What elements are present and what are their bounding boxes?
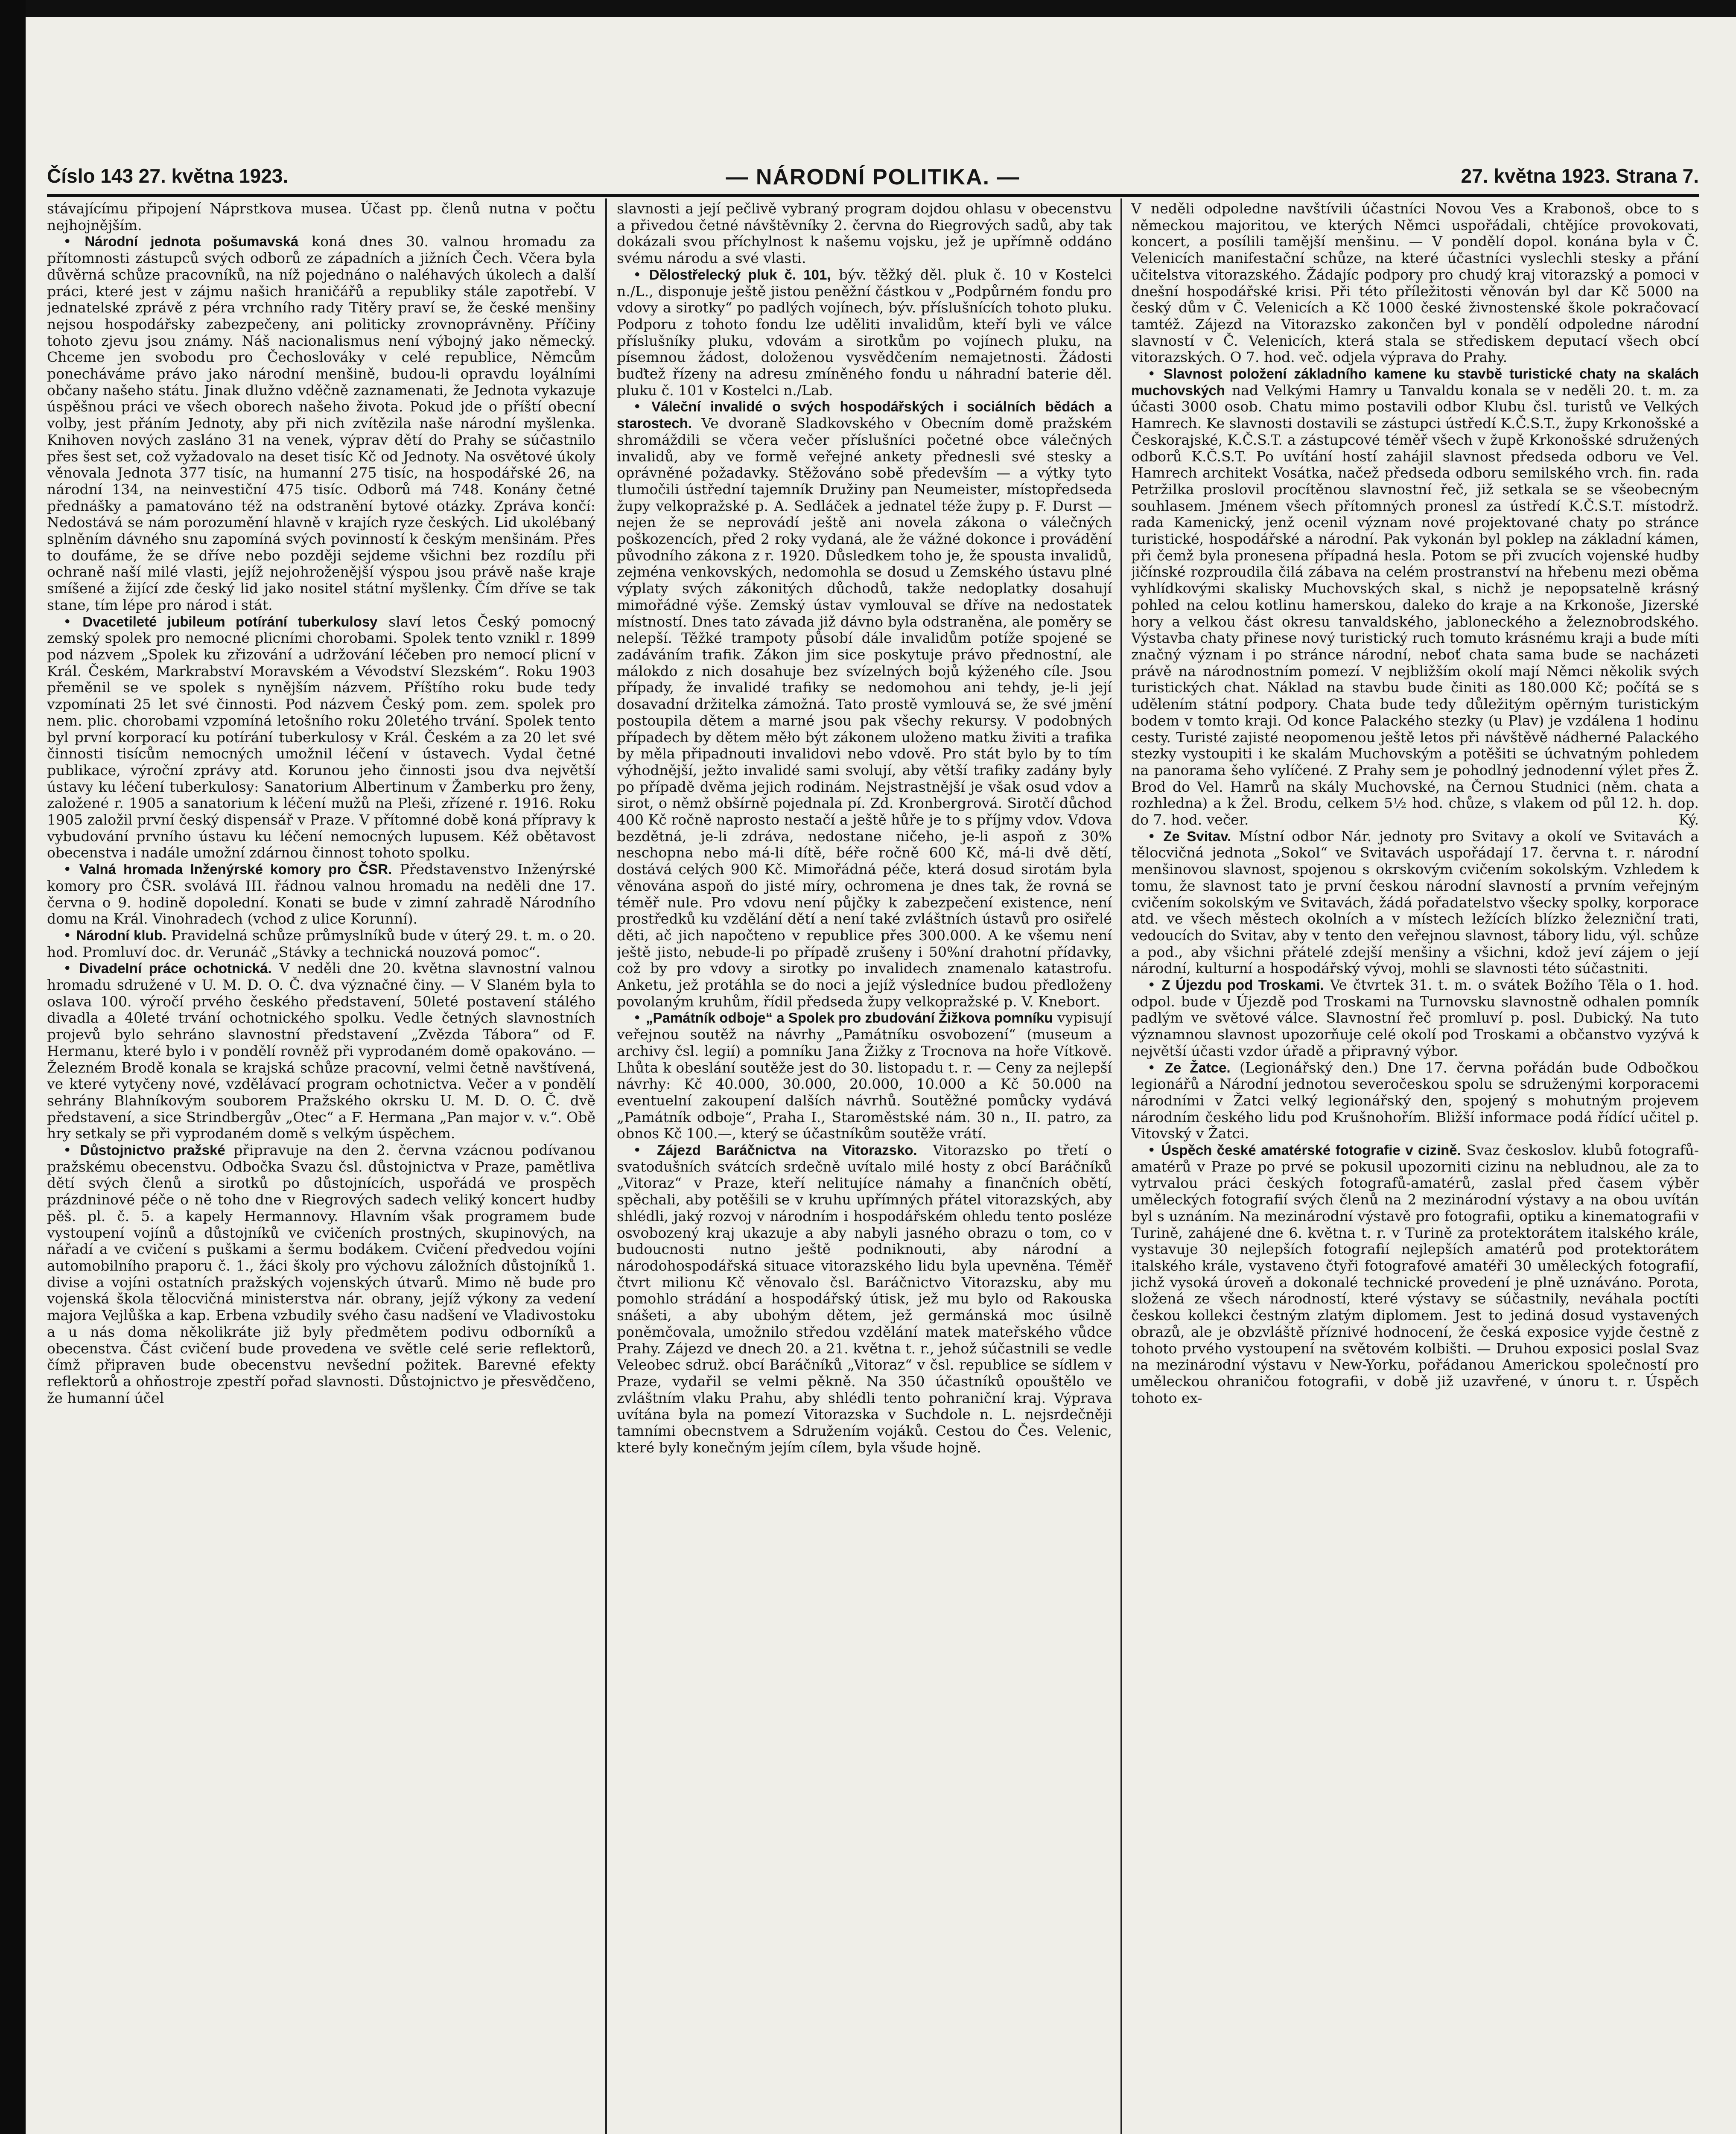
article-headline: Ze Žatce. [1164,1059,1231,1076]
article: • Slavnost položení základního kamene ku stavbě turistické chaty na skalách muchovských nad Velkými Hamry u Tanvaldu konala se v neděli 20. t. m. za účasti 3000 osob. Chatu mimo postavili odbor Klubu čsl. turistů ve Velkých Hamrech. Ke slavnosti dostavili se zástupci ústředí K.Č.S.T., župy Krkonošské a Českorajské, K.Č.S.T. a zástupcové téměř všech v župě Krkonošské sdružených odborů K.Č.S.T. Po uvítání hostí zahájil slavnost předseda odboru ve Vel. Hamrech architekt Vosátka, načež předseda odboru semilského vrch. fin. rada Petržilka proslovil procítěnou slavnostní řeč, již setkala se se všeobecným souhlasem. Jménem všech přítomných pronesl za ústředí K.Č.S.T. místodrž. rada Kamenický, jenž ocenil význam nové projektované chaty po stránce turistické, hospodářské a národní. Pak vykonán byl poklep na základní kámen, při čemž byla pronesena případná hesla. Potom se při zvucích vojenské hudby jičínské rozproudila čilá zábava na celém prostranství na hřebenu mezi oběma vyhlídkovými skalisky Muchovských skal, s nichž je nepopsatelně krásný pohled na celou kotlinu hamerskou, daleko do kraje a na Krkonoše, Jizerské hory a velkou část okresu tanvaldského, jabloneckého a železnobrodského. Výstavba chaty přinese nový turistický ruch tomuto krásnému kraji a bude míti značný význam i po stránce národní, neboť chata sama bude se nacházeti právě na národnostním pomezí. V nejbližším okolí mají Němci několik svých turistických chat. Náklad na stavbu bude činiti as 180.000 Kč; počítá se s udělením státní podpory. Chata bude tedy důležitým opěrným turistickým bodem v tomto kraji. Od konce Palackého stezky (u Plav) je vzdálena 1 hodinu cesty. Turisté zajisté neopomenou ještě letos při návštěvě nádherné Palackého stezky vystoupiti i ke skalám Muchovským a potěšiti se úchvatným pohledem na panorama šeho vylíčené. Z Prahy sem je pohodlný jednodenní výlet přes Ž. Brod do Vel. Hamrů na skály Muchovské, na Černou Studnici (něm. chata a rozhledna) a k Žel. Brodu, celkem 5½ hod. chůze, s vlakem od půl 12. h. dop. do 7. hod. večer. Ký. [1131,365,1699,828]
article-body: Pravidelná schůze průmyslníků bude v úterý 29. t. m. o 20. hod. Promluví doc. dr. Verunáč „Stávky a technická nouzová pomoc“. [47,927,595,960]
article: • Ze Žatce. (Legionářský den.) Dne 17. června pořádán bude Odbočkou legionářů a Národní jednotou severočeskou spolu se sdruženými korporacemi národními v Žatci velký legionářský den, spojený s mohutným projevem národním českého lidu pod Krušnohořím. Bližší informace podá řídící učitel p. Vitovský v Žatci. [1131,1059,1699,1142]
column-divider [605,198,607,2134]
article-body: býv. těžký děl. pluk č. 10 v Kostelci n./L., disponuje ještě jistou peněžní částkou v „Podpůrném fondu pro vdovy a sirotky“ po padlých vojínech, býv. příslušnících tohoto pluku. Podporu z tohoto fondu lze uděliti invalidům, kteří byli ve válce příslušníky pluku, vdovám a sirotkům po vojínech pluku, na písemnou žádost, doloženou vysvědčením nemajetnosti. Žádosti buďtež řízeny na adresu zmíněného fondu u náhradní baterie děl. pluku č. 101 v Kostelci n./Lab. [617,266,1112,399]
article-headline: Národní klub. [76,927,167,943]
page-header [47,164,1699,194]
article: • Dvacetileté jubileum potírání tuberkulosy slaví letos Český pomocný zemský spolek pro nemocné plicními chorobami. Spolek tento vznikl r. 1899 pod názvem „Spolek ku zřizování a udržování léčeben pro nemocí plicní v Král. Českém, Markrabství Moravském a Vévodství Slezském“. Roku 1903 přeměnil se ve spolek s nynějším názvem. Příštího roku bude tedy vzpomínati 25 let své činnosti. Pod názvem Český pom. zem. spolek pro nem. plic. chorobami vzpomíná letošního roku 20letého trvání. Spolek tento byl první korporací ku potírání tuberkulosy v Král. Českém a za 20 let své činnosti tisícům nemocných umožnil léčení v ústavech. Vydal četné publikace, výroční zprávy atd. Korunou jeho činnosti jsou dva největší ústavy ku léčení tuberkulosy: Sanatorium Albertinum v Žamberku pro ženy, založené r. 1905 a sanatorium k léčení mužů na Pleši, zřízené r. 1916. Roku 1905 založil první český dispensář v Praze. V přítomné době koná přípravy k vybudování prvního ústavu ku léčení nemocných lupusem. Kéž obětavost obecenstva i nadále umožní zdárnou činnost tohoto spolku. [47,613,595,861]
article-headline: Slavnost položení základního kamene ku stavbě turistické chaty na skalách muchovských [1131,366,1699,398]
article: • Národní klub. Pravidelná schůze průmyslníků bude v úterý 29. t. m. o 20. hod. Promluví doc. dr. Verunáč „Stávky a technická nouzová pomoc“. [47,927,595,960]
author-signature: Ký. [1678,811,1699,828]
article-headline: Úspěch české amatérské fotografie v cizině. [1161,1142,1461,1158]
column-divider [1120,198,1122,2134]
column-2 [617,201,1112,2134]
scan-top-border [0,0,1736,17]
masthead-title: — NÁRODNÍ POLITIKA. — [726,165,1020,189]
article-body: Ve dvoraně Sladkovského v Obecním domě pražském shromáždili se včera večer příslušníci početné obce válečných invalidů, aby ve formě veřejné ankety přednesli své stesky a oprávněné požadavky. Stěžováno sobě především — a výtky tyto tlumočili ústřední tajemník Družiny pan Neumeister, místopředseda župy velkopražské p. A. Sedláček a jednatel téže župy p. F. Durst — nejen že se neprovádí ještě ani novela zákona o válečných poškozencích, před 2 roky vydaná, ale že vážné dokonce i provádění původního zákona z r. 1920. Důsledkem toho je, že spousta invalidů, zejména venkovských, nedomohla se dosud u Zemského ústavu plné výplaty svých zákonitých důchodů, takže nedoplatky dosahují mimořádné výše. Zemský ústav vymlouval se dříve na nedostatek místností. Dnes tato závada již dávno byla odstraněna, ale poměry se nelepší. Těžké trampoty působí dále invalidům potíže spojené se zadáváním trafik. Zákon jim sice poskytuje právo přednostní, ale málokdo z nich dosahuje bez svízelných bojů kýženého cíle. Jsou případy, že invalidé trafiky se nedomohou ani tehdy, je-li její dosavadní držitelka zámožná. Tato prostě vymlouvá se, že své jmění postoupila dětem a marné jsou pak všechy rekursy. V podobných případech by dětem měło být zákonem uloženo matku živiti a trafika by měla připadnouti invalidovi nebo vdově. Pro stát bylo by to tím výhodnější, ježto invalidé sami svolují, aby větší trafiky zadány byly po případě dvěma jejich rodinám. Nejstrastnější je však osud vdov a sirot, o němž obšírně pojednala pí. Zd. Kronbergrová. Sirotčí důchod 400 Kč ročně naprosto nestačí a ještě hůře je to s příjmy vdov. Vdova bezdětná, je-li zdráva, nedostane ničeho, je-li aspoň z 30% neschopna nebo má-li dítě, béře ročně 600 Kč, má-li dvě dětí, dostává celých 900 Kč. Mimořádná péče, která dosud sirotám byla věnována aspoň do jisté míry, ochromena je dnes tak, že rovná se téměř nule. Pro vdovu není půjčky k zabezpečení existence, není prostředků ku vzdělání dětí a není také zvláštních ústavů pro osiřelé děti, ač jich napočteno v republice přes 300.000. A ke všemu není ještě jisto, nebude-li po případě zrušeny i 50%ní drahotní přídavky, což by pro vdovy a sirotky po invalidech znamenalo katastrofu. Anketu, jež protáhla se do noci a jejíž výsledníce budou předloženy povolaným kruhům, řídil předseda župy velkopražské p. V. Knebort. [617,415,1112,1010]
article-body: V neděli dne 20. května slavnostní valnou hromadu sdružené v U. M. D. O. Č. dva význačné činy. — V Slaném byla to oslava 100. výročí prvého českého představení, 50leté postavení stálého divadla a 40leté trvání ochotnického spolku. Vedle četných slavnostních projevů bylo sehráno slavnostní představení „Zvězda Tábora“ od F. Hermanu, které bylo i v pondělí rovněž při vyprodaném domě opakováno. — Železném Brodě konala se krajská schůze pracovní, velmi četně navštívená, ve které vytyčeny nové, vzdělávací program ochotnictva. Večer a v pondělí sehrány Blahníkovým souborem Pražského okrsku U. M. D. O. Č. dvě představení, a sice Strindbergův „Otec“ a F. Hermana „Pan major v. v.“. Obě hry setkaly se při vyprodaném domě s velkým úspěchem. [47,960,595,1142]
article-headline: Národní jednota pošumavská [85,233,299,250]
article-headline: Váleční invalidé o svých hospodářských i sociálních bědách a starostech. [617,399,1112,431]
column-1 [47,201,595,2134]
article: • Národní jednota pošumavská koná dnes 30. valnou hromadu za přítomnosti zástupců svých odborů ze západních a jižních Čech. Včera byla důvěrná schůze pracovníků, na níž pojednáno o naléhavých úkolech a další práci, které jest v zájmu našich hraničářů a republiky stále zapotřebí. V jednatelské zprávě z péra vrchního rady Titěry praví se, že české menšiny nejsou hospodářsky zabezpečeny, ani politicky zrovnoprávněny. Příčiny tohoto zjevu jsou známy. Náš nacionalismus není výbojný jako německý. Chceme jen svobodu pro Čechoslováky v celé republice, Němcům ponecháváme právo jako národní menšině, budou-li opravdu loyálními občany našeho státu. Jinak dlužno vděčně zaznamenati, že Jednota vykazuje úspěšnou práci ve všech oborech našeho života. Pokud jde o příští obecní volby, jest přáním Jednoty, aby při nich zvítězila naše národní myšlenka. Knihoven nových zasláno 31 na venek, výprav dětí do Prahy se súčastnilo přes šest set, což vyžadovalo na deset tisíc Kč od Jednoty. Na osvětové úkoly věnovala Jednota 377 tisíc, na humanní 275 tisíc, na hospodářské 26, na národní 134, na neinvestiční 475 tisíc. Odborů má 748. Konány četné přednášky a pamatováno též na odstranění bytové otázky. Zpráva končí: Nedostává se nám porozumění hlavně v krajích ryze českých. Lid ukolébaný splněním dávného snu zapomíná svých povinností k českým menšinám. Přes to doufáme, že se dříve nebo později sejdeme všichni bez rozdílu při ochraně naší milé vlasti, jejíž nejohroženější výspou jsou právě naše kraje smíšené a žijící zde český lid jako nositel státní myšlenky. Čím dříve se tak stane, tím lépe pro národ i stát. [47,233,595,613]
article: • Valná hromada Inženýrské komory pro ČSR. Představenstvo Inženýrské komory pro ČSR. svolává III. řádnou valnou hromadu na neděli dne 17. června o 9. hodině dopolední. Konati se bude v zimní zahradě Národního domu na Král. Vinohradech (vchod z ulice Korunní). [47,861,595,927]
article-headline: Důstojnictvo pražské [79,1142,225,1158]
scan-left-border [0,0,26,2134]
article: • Důstojnictvo pražské připravuje na den 2. června vzácnou podívanou pražskému obecenstvu. Odbočka Svazu čsl. důstojnictva v Praze, pamětliva dětí svých členů a sirotků po důstojnících, uspořádá ve prospěch prázdninové péče o ně toho dne v Riegrových sadech veliký koncert hudby pěš. pl. č. 5. a kapely Hermannovy. Hlavním však programem bude vystoupení vojínů a důstojníků ve cvičeních prostných, skupinových, na nářadí a ve cvičení s puškami a šermu bodákem. Cvičení předvedou vojíni automobilního praporu č. 1., žáci školy pro výchovu záložních důstojníků 1. divise a vojíni ostatních pražských vojenských útvarů. Mimo ně bude pro vojenská škola tělocvičná ministerstva nár. obrany, jejíž výkony za vedení majora Vejlůška a kap. Erbena vzbudily svého času nadšení ve Vladivostoku a u nás doma několikráte již byly předmětem podivu odborníků a obecenstva. Část cvičení bude provedena ve světle celé serie reflektorů, čímž připraven bude obecenstvu nevšední požitek. Barevné efekty reflektorů a ohňostroje zpestří pořad slavnosti. Důstojnictvo je přesvědčeno, že humanní účel [47,1142,595,1406]
article-headline: Valná hromada Inženýrské komory pro ČSR. [79,861,392,878]
article-body: vypisují veřejnou soutěž na návrhy „Památníku osvobození“ (museum a archivy čsl. legií) a pomníku Jana Žižky z Trocnova na hoře Vítkově. Lhůta k obeslání soutěže jest do 30. listopadu t. r. — Ceny za nejlepší návrhy: Kč 40.000, 30.000, 20.000, 10.000 a Kč 50.000 na eventuelní zakoupení dalších návrhů. Soutěžné pomůcky vydává „Památník odboje“, Praha I., Staroměstské nám. 30 n., II. patro, za obnos Kč 100.—, který se účastníkům soutěže vrátí. [617,1009,1112,1142]
header-issue-date: Číslo 143 27. května 1923. [47,165,289,187]
article-headline: „Památník odboje“ a Spolek pro zbudování Žižkova pomníku [645,1010,1053,1026]
header-page-number: 27. května 1923. Strana 7. [1461,165,1699,187]
article-headline: Z Újezdu pod Troskami. [1161,977,1324,993]
article-continuation: V neděli odpoledne navštívili účastníci Novou Ves a Krabonoš, obce to s německou majoritou, ve kterých Němci uspořádali, chtějíce provokovati, koncert, a posílili tamější menšinu. — V pondělí dopol. konána byla v Č. Velenicích manifestační schůze, na které účastníci vyslechli stesky a přání učitelstva vitorazského. Žádajíc podpory pro chudý kraj vitorazský a pomoci v dnešní hospodářské krisi. Při této příležitosti věnován byl dar Kč 5000 na český dům v Č. Velenicích a Kč 1000 české živnostenské škole pokračovací tamtéž. Zájezd na Vitorazsko zakončen byl v pondělí odpoledne národní slavností v Č. Velenicích, která stala se střediskem deputací všech obcí vitorazských. O 7. hod. več. odjela výprava do Prahy. [1131,201,1699,366]
article: • Ze Svitav. Místní odbor Nár. jednoty pro Svitavy a okolí ve Svitavách a tělocvičná jednota „Sokol“ ve Svitavách uspořádají 17. června t. r. národní menšinovou slavnost, spojenou s okrskovým cvičením sokolským. Vzhledem k tomu, že slavnost tato je první českou národní slavností a prvním veřejným cvičením sokolským ve Svitavách, žádá pořadatelstvo všecky spolky, korporace atd. ve všech městech okolních a v místech ležících blízko železniční trati, vedoucích do Svitav, aby v tento den veřejnou slavnost, tábory lidu, výl. schůze a pod., aby všichni přátelé zdejší menšiny a všichni, kdož jeví zájem o její národní, kulturní a hospodářský vývoj, mohli se slavnosti této súčastniti. [1131,828,1699,977]
article-continuation: stávajícímu připojení Náprstkova musea. Účast pp. členů nutna v počtu nejhojnějším. [47,201,595,233]
article-body: (Legionářský den.) Dne 17. června pořádán bude Odbočkou legionářů a Národní jednotou severočeskou spolu se sdruženými korporacemi národními v Žatci velký legionářský den, spojený s mohutným projevem národním českého lidu pod Krušnohořím. Bližší informace podá řídící učitel p. Vitovský v Žatci. [1131,1059,1699,1142]
article-body: připravuje na den 2. června vzácnou podívanou pražskému obecenstvu. Odbočka Svazu čsl. důstojnictva v Praze, pamětliva dětí svých členů a sirotků po důstojnících, uspořádá ve prospěch prázdninové péče o ně toho dne v Riegrových sadech veliký koncert hudby pěš. pl. č. 5. a kapely Hermannovy. Hlavním však programem bude vystoupení vojínů a důstojníků ve cvičeních prostných, skupinových, na nářadí a ve cvičení s puškami a šermu bodákem. Cvičení předvedou vojíni automobilního praporu č. 1., žáci školy pro výchovu záložních důstojníků 1. divise a vojíni ostatních pražských vojenských útvarů. Mimo ně bude pro vojenská škola tělocvičná ministerstva nár. obrany, jejíž výkony za vedení majora Vejlůška a kap. Erbena vzbudily svého času nadšení ve Vladivostoku a u nás doma několikráte již byly předmětem podivu odborníků a obecenstva. Část cvičení bude provedena ve světle celé serie reflektorů, čímž připraven bude obecenstvu nevšední požitek. Barevné efekty reflektorů a ohňostroje zpestří pořad slavnosti. Důstojnictvo je přesvědčeno, že humanní účel [47,1142,595,1406]
article-body: Představenstvo Inženýrské komory pro ČSR. svolává III. řádnou valnou hromadu na neděli dne 17. června o 9. hodině dopolední. Konati se bude v zimní zahradě Národního domu na Král. Vinohradech (vchod z ulice Korunní). [47,861,595,927]
article: • Z Újezdu pod Troskami. Ve čtvrtek 31. t. m. o svátek Božího Těla o 1. hod. odpol. bude v Újezdě pod Troskami na Turnovsku slavnostně odhalen pomník padlým ve světové válce. Slavnostní řeč promluví p. posl. Dubický. Na tuto významnou slavnost upozorňuje celé okolí pod Troskami a občanstvo vyzývá k největší účasti vzdor úřadě a připravný výbor. [1131,977,1699,1059]
article-body: Vitorazsko po třetí o svatodušních svátcích srdečně uvítalo milé hosty z obcí Baráčníků „Vitoraz“ v Praze, kteří nelitujíce námahy a finančních obětí, spěchali, aby potěšili se v kruhu upřímných přátel vitorazských, aby shlédli, jaký rozvoj v národním i hospodářském ohledu tento posléze osvobozený kraj ukazuje a aby nabyli jasného obrazu o tom, co v budoucnosti nutno ještě podniknouti, aby národní a národohospodářská situace vitorazského lidu byla upevněna. Téměř čtvrt milionu Kč věnovalo čsl. Baráčnictvo Vitorazsku, aby mu pomohlo strádání a hospodářský útisk, jež mu bylo od Rakouska snášeti, a aby ubohým dětem, jež germánská moc úsilně poněmčovala, umožnilo středou vzdělání matek mateřského vůdce Prahy. Zájezd ve dnech 20. a 21. května t. r., jehož súčastnili se vedle Veleobec sdruž. obcí Baráčníků „Vitoraz“ v čsl. republice se sídlem v Praze, vydařil se velmi pěkně. Na 350 účastníků opouštělo ve zvláštním vlaku Prahu, aby shlédli tento pohraniční kraj. Výprava uvítána byla na pomezí Vitorazska v Suchdole n. L. nejsrdečněji tamními obecnstvem a Sdružením vojáků. Cestou do Čes. Velenic, které byly konečným jejím cílem, byla všude hojně. [617,1142,1112,1456]
article-headline: Dělostřelecký pluk č. 101, [649,266,831,283]
article: • Zájezd Baráčnictva na Vitorazsko. Vitorazsko po třetí o svatodušních svátcích srdečně uvítalo milé hosty z obcí Baráčníků „Vitoraz“ v Praze, kteří nelitujíce námahy a finančních obětí, spěchali, aby potěšili se v kruhu upřímných přátel vitorazských, aby shlédli, jaký rozvoj v národním i hospodářském ohledu tento posléze osvobozený kraj ukazuje a aby nabyli jasného obrazu o tom, co v budoucnosti nutno ještě podniknouti, aby národní a národohospodářská situace vitorazského lidu byla upevněna. Téměř čtvrt milionu Kč věnovalo čsl. Baráčnictvo Vitorazsku, aby mu pomohlo strádání a hospodářský útisk, jež mu bylo od Rakouska snášeti, a aby ubohým dětem, jež germánská moc úsilně poněmčovala, umožnilo středou vzdělání matek mateřského vůdce Prahy. Zájezd ve dnech 20. a 21. května t. r., jehož súčastnili se vedle Veleobec sdruž. obcí Baráčníků „Vitoraz“ v čsl. republice se sídlem v Praze, vydařil se velmi pěkně. Na 350 účastníků opouštělo ve zvláštním vlaku Prahu, aby shlédli tento pohraniční kraj. Výprava uvítána byla na pomezí Vitorazska v Suchdole n. L. nejsrdečněji tamními obecnstvem a Sdružením vojáků. Cestou do Čes. Velenic, které byly konečným jejím cílem, byla všude hojně. [617,1142,1112,1456]
article: • Divadelní práce ochotnická. V neděli dne 20. května slavnostní valnou hromadu sdružené v U. M. D. O. Č. dva význačné činy. — V Slaném byla to oslava 100. výročí prvého českého představení, 50leté postavení stálého divadla a 40leté trvání ochotnického spolku. Vedle četných slavnostních projevů bylo sehráno slavnostní představení „Zvězda Tábora“ od F. Hermanu, které bylo i v pondělí rovněž při vyprodaném domě opakováno. — Železném Brodě konala se krajská schůze pracovní, velmi četně navštívená, ve které vytyčeny nové, vzdělávací program ochotnictva. Večer a v pondělí sehrány Blahníkovým souborem Pražského okrsku U. M. D. O. Č. dvě představení, a sice Strindbergův „Otec“ a F. Hermana „Pan major v. v.“. Obě hry setkaly se při vyprodaném domě s velkým úspěchem. [47,960,595,1142]
article: • Dělostřelecký pluk č. 101, býv. těžký děl. pluk č. 10 v Kostelci n./L., disponuje ještě jistou peněžní částkou v „Podpůrném fondu pro vdovy a sirotky“ po padlých vojínech, býv. příslušnících tohoto pluku. Podporu z tohoto fondu lze uděliti invalidům, kteří byli ve válce příslušníky pluku, vdovám a sirotkům po vojínech pluku, na písemnou žádost, doloženou vysvědčením nemajetnosti. Žádosti buďtež řízeny na adresu zmíněného fondu u náhradní baterie děl. pluku č. 101 v Kostelci n./Lab. [617,266,1112,399]
article-headline: Divadelní práce ochotnická. [79,960,272,977]
article-body: Ve čtvrtek 31. t. m. o svátek Božího Těla o 1. hod. odpol. bude v Újezdě pod Troskami na Turnovsku slavnostně odhalen pomník padlým ve světové válce. Slavnostní řeč promluví p. posl. Dubický. Na tuto významnou slavnost upozorňuje celé okolí pod Troskami a občanstvo vyzývá k největší účasti vzdor úřadě a připravný výbor. [1131,977,1699,1059]
article-headline: Ze Svitav. [1163,828,1231,844]
article-body: koná dnes 30. valnou hromadu za přítomnosti zástupců svých odborů ze západních a jižních Čech. Včera byla důvěrná schůze pracovníků, na níž pojednáno o naléhavých úkolech a další práci, které jest v zájmu našich hraničářů a republiky stále zapotřebí. V jednatelské zprávě z péra vrchního rady Titěry praví se, že české menšiny nejsou hospodářsky zabezpečeny, ani politicky zrovnoprávněny. Příčiny tohoto zjevu jsou známy. Náš nacionalismus není výbojný jako německý. Chceme jen svobodu pro Čechoslováky v celé republice, Němcům ponecháváme právo jako národní menšině, budou-li opravdu loyálními občany našeho státu. Jinak dlužno vděčně zaznamenati, že Jednota vykazuje úspěšnou práci ve všech oborech našeho života. Pokud jde o příští obecní volby, jest přáním Jednoty, aby při nich zvítězila naše národní myšlenka. Knihoven nových zasláno 31 na venek, výprav dětí do Prahy se súčastnilo přes šest set, což vyžadovalo na deset tisíc Kč od Jednoty. Na osvětové úkoly věnovala Jednota 377 tisíc, na humanní 275 tisíc, na hospodářské 26, na národní 134, na neinvestiční 475 tisíc. Odborů má 748. Konány četné přednášky a pamatováno též na odstranění bytové otázky. Zpráva končí: Nedostává se nám porozumění hlavně v krajích ryze českých. Lid ukolébaný splněním dávného snu zapomíná svých povinností k českým menšinám. Přes to doufáme, že se dříve nebo později sejdeme všichni bez rozdílu při ochraně naší milé vlasti, jejíž nejohroženější výspou jsou právě naše kraje smíšené a žijící zde český lid jako nositel státní myšlenky. Čím dříve se tak stane, tím lépe pro národ i stát. [47,233,595,613]
column-3 [1131,201,1699,2134]
article: • „Památník odboje“ a Spolek pro zbudování Žižkova pomníku vypisují veřejnou soutěž na návrhy „Památníku osvobození“ (museum a archivy čsl. legií) a pomníku Jana Žižky z Trocnova na hoře Vítkově. Lhůta k obeslání soutěže jest do 30. listopadu t. r. — Ceny za nejlepší návrhy: Kč 40.000, 30.000, 20.000, 10.000 a Kč 50.000 na eventuelní zakoupení dalších návrhů. Soutěžné pomůcky vydává „Památník odboje“, Praha I., Staroměstské nám. 30 n., II. patro, za obnos Kč 100.—, který se účastníkům soutěže vrátí. [617,1009,1112,1142]
article-body: Místní odbor Nár. jednoty pro Svitavy a okolí ve Svitavách a tělocvičná jednota „Sokol“ ve Svitavách uspořádají 17. června t. r. národní menšinovou slavnost, spojenou s okrskovým cvičením sokolským. Vzhledem k tomu, že slavnost tato je první českou národní slavností a prvním veřejným cvičením sokolským ve Svitavách, žádá pořadatelstvo všecky spolky, korporace atd. ve všech městech okolních a v místech ležících blízko železniční trati, vedoucích do Svitav, aby v tento den veřejnou slavnost, tábory lidu, výl. schůze a pod., aby všichni přátelé zdejší menšiny a všichni, kdož jeví zájem o její národní, kulturní a hospodářský vývoj, mohli se slavnosti této súčastniti. [1131,828,1699,977]
article-body: nad Velkými Hamry u Tanvaldu konala se v neděli 20. t. m. za účasti 3000 osob. Chatu mimo postavili odbor Klubu čsl. turistů ve Velkých Hamrech. Ke slavnosti dostavili se zástupci ústředí K.Č.S.T., župy Krkonošské a Českorajské, K.Č.S.T. a zástupcové téměř všech v župě Krkonošské sdružených odborů K.Č.S.T. Po uvítání hostí zahájil slavnost předseda odboru ve Vel. Hamrech architekt Vosátka, načež předseda odboru semilského vrch. fin. rada Petržilka proslovil procítěnou slavnostní řeč, již setkala se se všeobecným souhlasem. Jménem všech přítomných pronesl za ústředí K.Č.S.T. místodrž. rada Kamenický, jenž ocenil význam nové projektované chaty po stránce turistické, hospodářské a národní. Pak vykonán byl poklep na základní kámen, při čemž byla pronesena případná hesla. Potom se při zvucích vojenské hudby jičínské rozproudila čilá zábava na celém prostranství na hřebenu mezi oběma vyhlídkovými skalisky Muchovských skal, s nichž je nepopsatelně krásný pohled na celou kotlinu hamerskou, daleko do kraje a na Krkonoše, Jizerské hory a velkou část okresu tanvaldského, jabloneckého a železnobrodského. Výstavba chaty přinese nový turistický ruch tomuto krásnému kraji a bude míti značný význam i po stránce národní, neboť chata sama bude se nacházeti právě na národnostním pomezí. V nejbližším okolí mají Němci několik svých turistických chat. Náklad na stavbu bude činiti as 180.000 Kč; počítá se s udělením státní podpory. Chata bude tedy důležitým opěrným turistickým bodem v tomto kraji. Od konce Palackého stezky (u Plav) je vzdálena 1 hodinu cesty. Turisté zajisté neopomenou ještě letos při návštěvě nádherné Palackého stezky vystoupiti i ke skalám Muchovským a potěšiti se úchvatným pohledem na panorama šeho vylíčené. Z Prahy sem je pohodlný jednodenní výlet přes Ž. Brod do Vel. Hamrů na skály Muchovské, na Černou Studnici (něm. chata a rozhledna) a k Žel. Brodu, celkem 5½ hod. chůze, s vlakem od půl 12. h. dop. do 7. hod. večer. [1131,382,1699,828]
article-body: slaví letos Český pomocný zemský spolek pro nemocné plicními chorobami. Spolek tento vznikl r. 1899 pod názvem „Spolek ku zřizování a udržování léčeben pro nemocí plicní v Král. Českém, Markrabství Moravském a Vévodství Slezském“. Roku 1903 přeměnil se ve spolek s nynějším názvem. Příštího roku bude tedy vzpomínati 25 let své činnosti. Pod názvem Český pom. zem. spolek pro nem. plic. chorobami vzpomíná letošního roku 20letého trvání. Spolek tento byl první korporací ku potírání tuberkulosy v Král. Českém a za 20 let své činnosti tisícům nemocných umožnil léčení v ústavech. Vydal četné publikace, výroční zprávy atd. Korunou jeho činnosti jsou dva největší ústavy ku léčení tuberkulosy: Sanatorium Albertinum v Žamberku pro ženy, založené r. 1905 a sanatorium k léčení mužů na Pleši, zřízené r. 1916. Roku 1905 založil první český dispensář v Praze. V přítomné době koná přípravy k vybudování prvního ústavu ku léčení nemocných lupusem. Kéž obětavost obecenstva i nadále umožní zdárnou činnost tohoto spolku. [47,613,595,861]
article-headline: Dvacetileté jubileum potírání tuberkulosy [82,613,378,630]
article-body: Svaz českoslov. klubů fotografů-amatérů v Praze po prvé se pokusil upozorniti cizinu na nebludnou, ale za to vytrvalou práci českých fotografů-amatérů, zaslal před časem výběr uměleckých fotografií svých členů na 2 mezinárodní výstavy a na obou uvítán byl s uznáním. Na mezinárodní výstavě pro fotografii, optiku a kinematografii v Turině, zahájené dne 6. května t. r. v Turině za protektorátem italského krále, vystavuje 30 nejlepších fotografií nejlepších amatérů pod protektorátem italského krále, vystaveno čtyři fotografové amatéři 30 uměleckých fotografií, jichž vysoká úroveň a dokonalé technické provedení je plně uznáváno. Porota, složená ze všech národností, které výstavy se súčastnily, neváhala poctíti českou kollekci čestným zlatým diplomem. Jest to jediná dosud vystavených obrazů, ale je obzvláště příznivé hodnocení, že česká exposice vyjde čestně z tohoto prvého vystoupení na světovém kolbišti. — Druhou exposici poslal Svaz na mezinárodní výstavu v New-Yorku, pořádanou Americkou společností pro uměleckou ohraničou fotografii, v době již uzavřené, v únoru t. r. Úspěch tohoto ex- [1131,1142,1699,1406]
article-headline: Zájezd Baráčnictva na Vitorazsko. [657,1142,917,1158]
article: • Úspěch české amatérské fotografie v cizině. Svaz českoslov. klubů fotografů-amatérů v Praze po prvé se pokusil upozorniti cizinu na nebludnou, ale za to vytrvalou práci českých fotografů-amatérů, zaslal před časem výběr uměleckých fotografií svých členů na 2 mezinárodní výstavy a na obou uvítán byl s uznáním. Na mezinárodní výstavě pro fotografii, optiku a kinematografii v Turině, zahájené dne 6. května t. r. v Turině za protektorátem italského krále, vystavuje 30 nejlepších fotografií nejlepších amatérů pod protektorátem italského krále, vystaveno čtyři fotografové amatéři 30 uměleckých fotografií, jichž vysoká úroveň a dokonalé technické provedení je plně uznáváno. Porota, složená ze všech národností, které výstavy se súčastnily, neváhala poctíti českou kollekci čestným zlatým diplomem. Jest to jediná dosud vystavených obrazů, ale je obzvláště příznivé hodnocení, že česká exposice vyjde čestně z tohoto prvého vystoupení na světovém kolbišti. — Druhou exposici poslal Svaz na mezinárodní výstavu v New-Yorku, pořádanou Americkou společností pro uměleckou ohraničou fotografii, v době již uzavřené, v únoru t. r. Úspěch tohoto ex- [1131,1142,1699,1406]
article: • Váleční invalidé o svých hospodářských i sociálních bědách a starostech. Ve dvoraně Sladkovského v Obecním domě pražském shromáždili se včera večer příslušníci početné obce válečných invalidů, aby ve formě veřejné ankety přednesli své stesky a oprávněné požadavky. Stěžováno sobě především — a výtky tyto tlumočili ústřední tajemník Družiny pan Neumeister, místopředseda župy velkopražské p. A. Sedláček a jednatel téže župy p. F. Durst — nejen že se neprovádí ještě ani novela zákona o válečných poškozencích, před 2 roky vydaná, ale že vážné dokonce i provádění původního zákona z r. 1920. Důsledkem toho je, že spousta invalidů, zejména venkovských, nedomohla se dosud u Zemského ústavu plné výplaty svých zákonitých důchodů, takže nedoplatky dosahují mimořádné výše. Zemský ústav vymlouval se dříve na nedostatek místností. Dnes tato závada již dávno byla odstraněna, ale poměry se nelepší. Těžké trampoty působí dále invalidům potíže spojené se zadáváním trafik. Zákon jim sice poskytuje právo přednostní, ale málokdo z nich dosahuje bez svízelných bojů kýženého cíle. Jsou případy, že invalidé trafiky se nedomohou ani tehdy, je-li její dosavadní držitelka zámožná. Tato prostě vymlouvá se, že své jmění postoupila dětem a marné jsou pak všechy rekursy. V podobných případech by dětem měło být zákonem uloženo matku živiti a trafika by měla připadnouti invalidovi nebo vdově. Pro stát bylo by to tím výhodnější, ježto invalidé sami svolují, aby větší trafiky zadány byly po případě dvěma jejich rodinám. Nejstrastnější je však osud vdov a sirot, o němž obšírně pojednala pí. Zd. Kronbergrová. Sirotčí důchod 400 Kč ročně naprosto nestačí a ještě hůře je to s příjmy vdov. Vdova bezdětná, je-li zdráva, nedostane ničeho, je-li aspoň z 30% neschopna nebo má-li dítě, béře ročně 600 Kč, má-li dvě dětí, dostává celých 900 Kč. Mimořádná péče, která dosud sirotám byla věnována aspoň do jisté míry, ochromena je dnes tak, že rovná se téměř nule. Pro vdovu není půjčky k zabezpečení existence, není prostředků ku vzdělání dětí a není také zvláštních ústavů pro osiřelé děti, ač jich napočteno v republice přes 300.000. A ke všemu není ještě jisto, nebude-li po případě zrušeny i 50%ní drahotní přídavky, což by pro vdovy a sirotky po invalidech znamenalo katastrofu. Anketu, jež protáhla se do noci a jejíž výsledníce budou předloženy povolaným kruhům, řídil předseda župy velkopražské p. V. Knebort. [617,398,1112,1010]
header-rule [47,194,1699,197]
article-continuation: slavnosti a její pečlivě vybraný program dojdou ohlasu v obecenstvu a přivedou četné návštěvníky 2. června do Riegrových sadů, aby tak dokázali svou příchylnost k našemu vojsku, jež je upřímně oddáno svému národu a své vlasti. [617,201,1112,267]
